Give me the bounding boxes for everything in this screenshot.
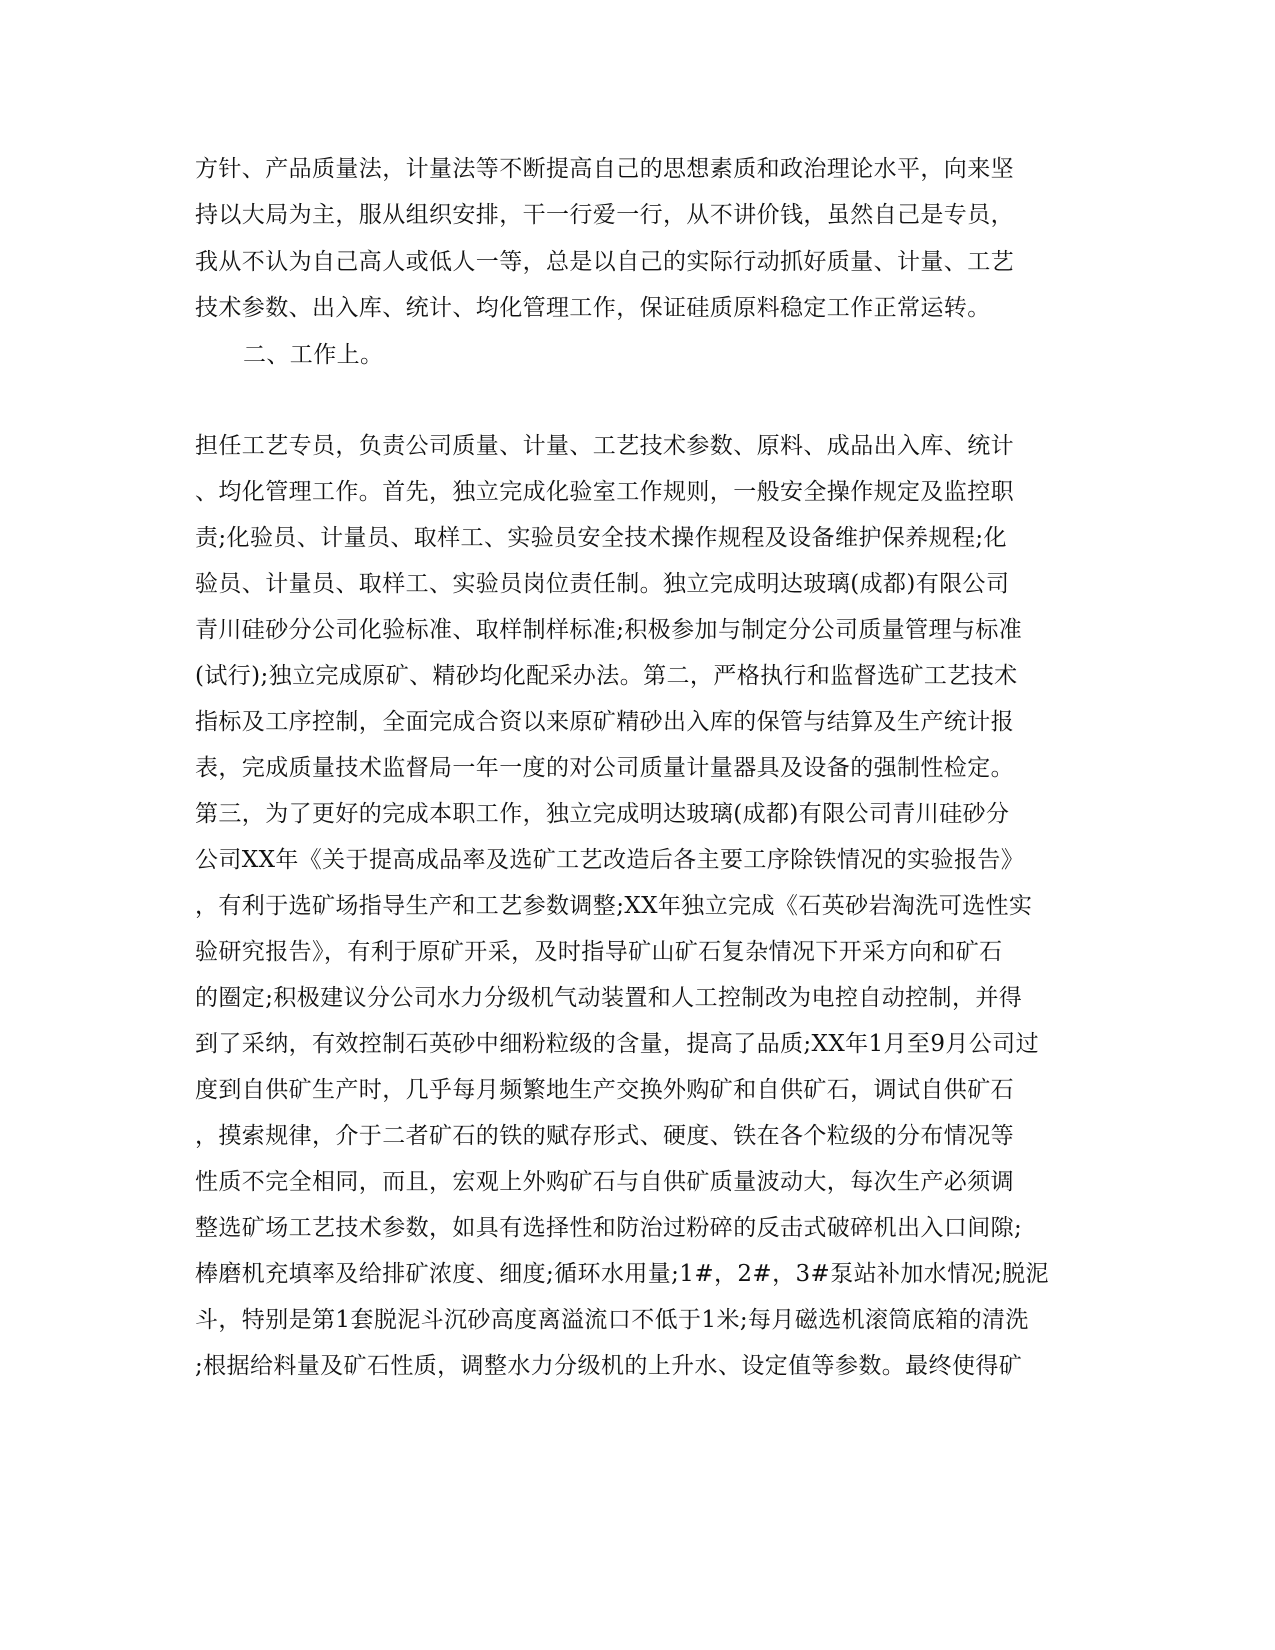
paragraph-2-line-15: 度到自供矿生产时，几乎每月频繁地生产交换外购矿和自供矿石，调试自供矿石 <box>195 1077 1014 1103</box>
paragraph-2-line-11: ，有利于选矿场指导生产和工艺参数调整;XX年独立完成《石英砂岩淘洗可选性实 <box>195 893 1033 919</box>
paragraph-2-line-10: 公司XX年《关于提高成品率及选矿工艺改造后各主要工序除铁情况的实验报告》 <box>195 847 1025 873</box>
paragraph-2-line-4: 验员、计量员、取样工、实验员岗位责任制。独立完成明达玻璃(成都)有限公司 <box>195 571 1010 597</box>
paragraph-2-line-6: (试行);独立完成原矿、精砂均化配采办法。第二，严格执行和监督选矿工艺技术 <box>195 663 1018 689</box>
paragraph-1-line-1: 方针、产品质量法，计量法等不断提高自己的思想素质和政治理论水平，向来坚 <box>195 156 1014 182</box>
paragraph-2-line-2: 、均化管理工作。首先，独立完成化验室工作规则，一般安全操作规定及监控职 <box>195 479 1014 505</box>
paragraph-2-line-19: 棒磨机充填率及给排矿浓度、细度;循环水用量;1#，2#，3#泵站补加水情况;脱泥 <box>195 1261 1049 1287</box>
paragraph-2-line-13: 的圈定;积极建议分公司水力分级机气动装置和人工控制改为电控自动控制，并得 <box>195 985 1023 1011</box>
paragraph-2-line-5: 青川硅砂分公司化验标准、取样制样标准;积极参加与制定分公司质量管理与标准 <box>195 617 1023 643</box>
paragraph-2-line-18: 整选矿场工艺技术参数，如具有选择性和防治过粉碎的反击式破碎机出入口间隙; <box>195 1215 1023 1241</box>
paragraph-2-line-7: 指标及工序控制，全面完成合资以来原矿精砂出入库的保管与结算及生产统计报 <box>195 709 1014 735</box>
paragraph-2-line-17: 性质不完全相同，而且，宏观上外购矿石与自供矿质量波动大，每次生产必须调 <box>195 1169 1014 1195</box>
paragraph-1-line-3: 我从不认为自己高人或低人一等，总是以自己的实际行动抓好质量、计量、工艺 <box>195 249 1014 275</box>
paragraph-2-line-16: ，摸索规律，介于二者矿石的铁的赋存形式、硬度、铁在各个粒级的分布情况等 <box>195 1123 1014 1149</box>
paragraph-1-line-4: 技术参数、出入库、统计、均化管理工作，保证硅质原料稳定工作正常运转。 <box>195 295 991 321</box>
paragraph-2-line-21: ;根据给料量及矿石性质，调整水力分级机的上升水、设定值等参数。最终使得矿 <box>195 1353 1023 1379</box>
section-heading: 二、工作上。 <box>243 342 384 368</box>
paragraph-2-line-14: 到了采纳，有效控制石英砂中细粉粒级的含量，提高了品质;XX年1月至9月公司过 <box>195 1031 1039 1057</box>
paragraph-2-line-1: 担任工艺专员，负责公司质量、计量、工艺技术参数、原料、成品出入库、统计 <box>195 433 1014 459</box>
paragraph-2-line-12: 验研究报告》，有利于原矿开采，及时指导矿山矿石复杂情况下开采方向和矿石 <box>195 939 1003 965</box>
paragraph-1-line-2: 持以大局为主，服从组织安排，干一行爱一行，从不讲价钱，虽然自己是专员， <box>195 202 1014 228</box>
paragraph-2-line-8: 表，完成质量技术监督局一年一度的对公司质量计量器具及设备的强制性检定。 <box>195 755 1014 781</box>
paragraph-2-line-20: 斗，特别是第1套脱泥斗沉砂高度离溢流口不低于1米;每月磁选机滚筒底箱的清洗 <box>195 1307 1029 1333</box>
paragraph-2-line-9: 第三，为了更好的完成本职工作，独立完成明达玻璃(成都)有限公司青川硅砂分 <box>195 801 1010 827</box>
paragraph-2-line-3: 责;化验员、计量员、取样工、实验员安全技术操作规程及设备维护保养规程;化 <box>195 525 1007 551</box>
